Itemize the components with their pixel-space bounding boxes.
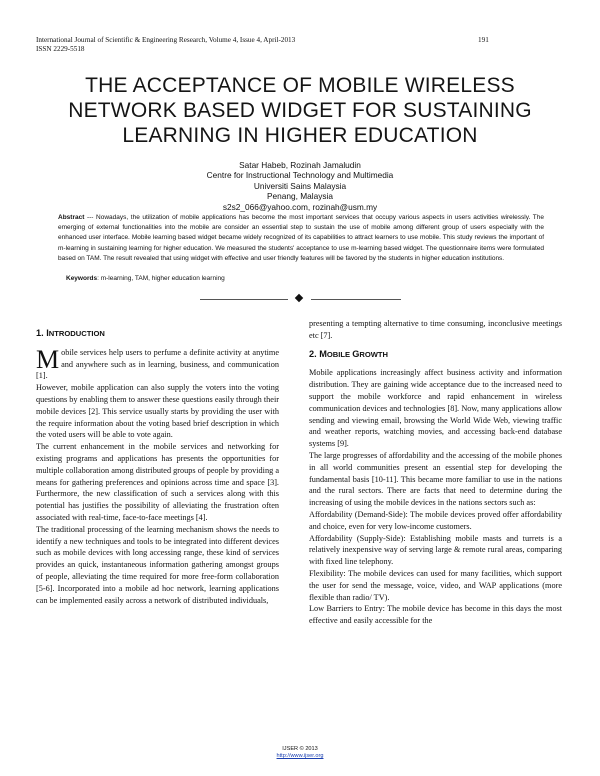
section-heading-introduction: 1. INTRODUCTION [36,328,105,338]
author-center: Centre for Instructional Technology and Multimedia [206,170,394,181]
intro-continuation: presenting a tempting alternative to time consuming, inconclusive meetings etc [7]. [309,319,562,340]
author-block [0,160,600,212]
intro-paragraph-3: The current enhancement in the mobile services and networking for existing programs and applications has presents the opportunities for multiple collaboration among distributed groups of people by providing a means for gathering preferences and opinions across time and space [3]. Furthermore, the new classification of such a services along with this potential has justifies the possibility of alleviating the frustration often associated with real-time, face-to-face meetings [4]. [36,442,279,522]
page-number: 191 [478,36,489,44]
keywords-label: Keywords [66,275,98,282]
growth-paragraph-3: Affordability (Demand-Side): The mobile devices proved offer affordability and choice, even for very low-income customers. [309,509,562,531]
growth-paragraph-1: Mobile applications increasingly affect business activity and information distribution. They are gaining wide acceptance due to the increased need to support the mobile workforce and rapid enhancement in wireless communication devices and technologies [8]. Now, many applications allow sending and viewing email, browsing the World Wide Web, viewing traffic and weather reports, watching movies, and accessing back-end database systems [9]. [309,368,562,449]
intro-paragraph-4: The traditional processing of the learning mechanism shows the needs to identify a new techniques and tools to be integrated into different devices such as mobile devices with long accessing range, these kind of services provides an quick, instantaneous information gathering amongst groups of people, alleviating the time required for more free-form collaboration [5-6]. Incorporated into a mobile ad hoc network, learning applications can be implemented easily across a network of distributed individuals, [36,524,279,605]
drop-cap: M [36,344,60,374]
issn: ISSN 2229-5518 [36,45,85,53]
journal-info: International Journal of Scientific & Engineering Research, Volume 4, Issue 4, April-2013 [36,36,296,44]
growth-paragraph-2: The large progresses of affordability and the accessing of the mobile phones in all world communities present an essential step for developing the fundamental basis [10-11]. This became more familiar to use in the nations and the rural sectors. There are facts that need to determine during the increasing of using the mobile devices in the nations sectors such as: [309,450,562,508]
paper-title: THE ACCEPTANCE OF MOBILE WIRELESS NETWORK BASED WIDGET FOR SUSTAINING LEARNING IN HIGHER EDUCATION [68,74,532,147]
column-left [36,330,279,606]
abstract [58,213,544,264]
separator-line-right [311,299,401,300]
page-footer [0,746,600,760]
author-names: Satar Habeb, Rozinah Jamaludin [239,160,361,170]
column-right [309,318,562,627]
running-header [36,36,295,54]
author-emails: s2s2_066@yahoo.com, rozinah@usm.my [222,201,378,212]
keywords-text: : m-learning, TAM, higher education learning [97,275,225,282]
footer-url-link[interactable]: http://www.ijser.org [276,753,324,759]
keywords [66,275,225,282]
separator-diamond [295,294,303,302]
growth-paragraph-5: Flexibility: The mobile devices can used for many facilities, which support the user for send the message, voice, video, and WAP applications (more flexible than radio/ TV). [309,568,562,602]
growth-paragraph-6: Low Barriers to Entry: The mobile device has become in this days the most effective and easily accessible for the [309,604,562,626]
intro-paragraph-1: Mobile services help users to perfume a definite activity at anytime and anywhere such as in learning, business, and communication [1]. [36,344,279,381]
author-university: Universiti Sains Malaysia [253,180,347,191]
section-heading-mobile-growth: 2. MOBILE GROWTH [309,348,389,359]
growth-paragraph-4: Affordability (Supply-Side): Establishing mobile masts and turrets is a relatively inexpensive way of serving large & remote rural areas, comparing with fixed line telephony. [309,533,562,567]
intro-paragraph-2: However, mobile application can also supply the voters into the voting questions by enabling them to answer these questions easily through their mobile devices [2]. This service usually starts by providing the user with the require information about the voting based brief description in which the voted users will be able to vote again. [36,383,279,440]
abstract-text: --- Nowadays, the utilization of mobile applications has become the most important services that occupy various aspects in users activities wirelessly. The emerging of external functionalities into the mobile are consider an essential step to sustain the use of mobile among different group of users especially with the enhanced user interface. Mobile learning based widget became widely recognized of its capabilities to attract learners to use mobile. This study reviews the important of m-learning in sustaining learning for higher education. We measured the students' acceptance to use m-learning based widget. The questionnaire items were formulated based on TAM. The result revealed that using widget with effective and user friendly features will be favored by the students in higher education institutions. [58,214,544,262]
abstract-label: Abstract [58,214,85,221]
author-location: Penang, Malaysia [267,191,333,202]
separator-line-left [200,299,288,300]
footer-copyright: IJSER © 2013 [282,746,318,752]
